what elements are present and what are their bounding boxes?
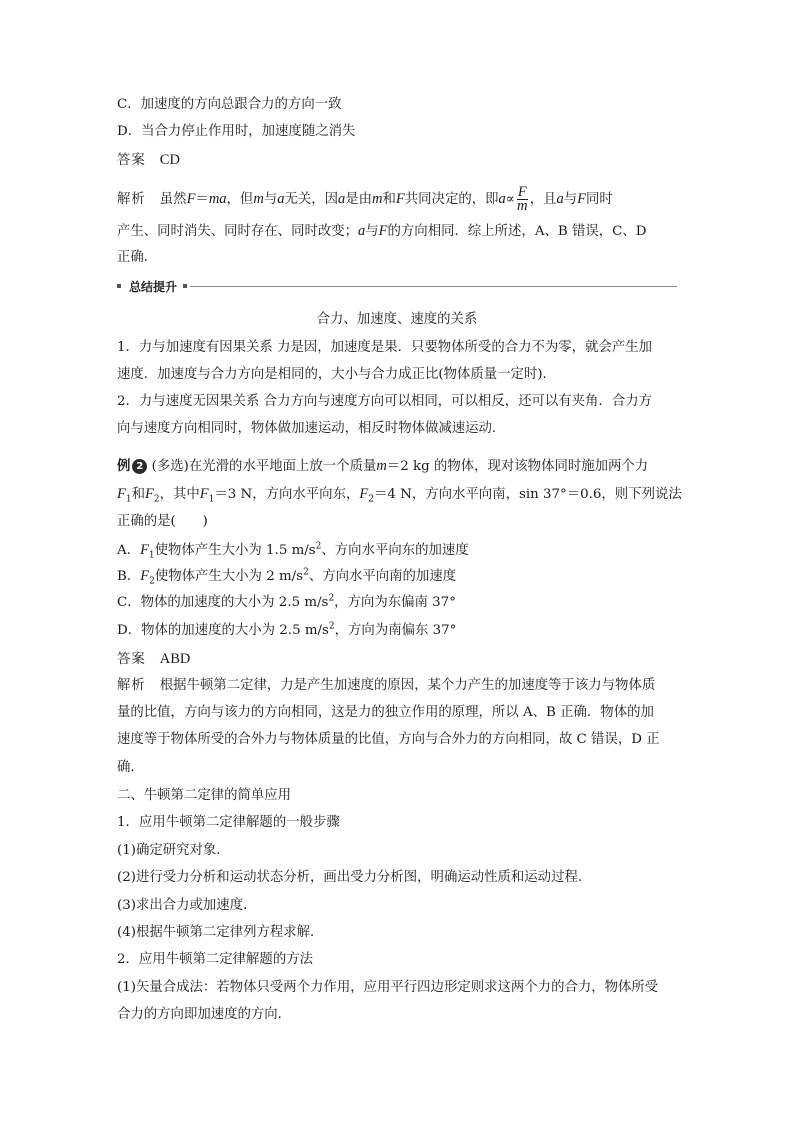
- summary-header: [117, 280, 677, 294]
- answer-value: CD: [159, 152, 180, 168]
- method-1-l1: (1)矢量合成法：若物体只受两个力作用，应用平行四边形定则求这两个力的合力，物体所受: [117, 980, 659, 995]
- methods-title: 2．应用牛顿第二定律解题的方法: [117, 952, 313, 967]
- answer-value: ABD: [159, 651, 191, 667]
- example-line-1: 例 2 (多选)在光滑的水平地面上放一个质量m＝2 kg 的物体，现对该物体同时施加两个力: [117, 458, 649, 474]
- summary-p1-l2: 速度．加速度与合力方向是相同的，大小与合力成正比(物体质量一定时)．: [117, 367, 556, 382]
- answer-label: 答案: [117, 652, 146, 667]
- step-1: (1)确定研究对象．: [117, 843, 230, 858]
- steps-title: 1．应用牛顿第二定律解题的一般步骤: [117, 815, 340, 830]
- analysis-line-3: 正确．: [117, 250, 158, 265]
- analysis-label: 解析: [117, 192, 146, 207]
- analysis2-line-4: 确．: [117, 760, 144, 775]
- analysis2-line-1: 解析 根据牛顿第二定律，力是产生加速度的原因，某个力产生的加速度等于该力与物体质: [117, 678, 656, 693]
- step-2: (2)进行受力分析和运动状态分析，画出受力分析图，明确运动性质和运动过程．: [117, 870, 592, 885]
- option-d2-line: D．物体的加速度的大小为 2.5 $m/s^2$，方向为南偏东 37°: [117, 621, 457, 638]
- summary-p2-l2: 向与速度方向相同时，物体做加速运动，相反时物体做减速运动．: [117, 421, 506, 436]
- option-d-line: D．当合力停止作用时，加速度随之消失: [117, 124, 356, 139]
- answer-line: [117, 151, 677, 170]
- step-3: (3)求出合力或加速度．: [117, 898, 257, 913]
- answer-label: 答案: [117, 153, 146, 168]
- option-c2-line: C．物体的加速度的大小为 2.5 $m/s^2$，方向为东偏南 37°: [117, 593, 456, 610]
- option-c-line: C．加速度的方向总跟合力的方向一致: [117, 97, 342, 112]
- summary-heading: 合力、加速度、速度的关系: [316, 312, 478, 327]
- section-title: 二、牛顿第二定律的简单应用: [117, 788, 292, 803]
- summary-divider: [190, 286, 677, 287]
- analysis2-line-2: 量的比值，方向与该力的方向相同，这是力的独立作用的原理，所以 A、B 正确．物体的加: [117, 705, 654, 720]
- summary-title: 总结提升: [129, 280, 178, 294]
- example-number-badge: 2: [132, 459, 147, 474]
- summary-p1-l1: 1．力与加速度有因果关系 力是因，加速度是果．只要物体所受的合力不为零，就会产生加: [117, 340, 653, 355]
- analysis-label: 解析: [117, 678, 146, 693]
- bullet-square-icon: [183, 284, 187, 288]
- bullet-square-icon: [117, 284, 121, 288]
- analysis-line-2: 产生、同时消失、同时存在、同时改变；a与F的方向相同．综上所述，A、B 错误，C、D: [117, 223, 647, 239]
- option-a-line: A．$F_1$使物体产生大小为 1.5 $m/s^2$、方向水平向东的加速度: [117, 541, 469, 561]
- example-label: 例: [117, 459, 131, 474]
- step-4: (4)根据牛顿第二定律列方程求解．: [117, 925, 324, 940]
- analysis-line-1: 解析 虽然F＝ma，但m与a无关，因a是由m和F共同决定的，即a∝ $\frac{F}{m}$ ，且a与F同时: [117, 184, 613, 214]
- answer2-line: [117, 650, 677, 669]
- summary-p2-l1: 2．力与速度无因果关系 合力方向与速度方向可以相同，可以相反，还可以有夹角．合力方: [117, 394, 653, 409]
- analysis2-line-3: 速度等于物体所受的合外力与物体质量的比值，方向与合外力的方向相同，故 C 错误，D 正: [117, 732, 660, 747]
- example-line-2: $F_1$和$F_2$，其中$F_1=3$ N，方向水平向东，$F_2=4$ N，方向水平向南，sin 37°＝0.6，则下列说法: [117, 486, 682, 505]
- fraction-f-over-m: $\frac{F}{m}$: [517, 184, 528, 214]
- option-b-line: B．$F_2$使物体产生大小为 2 $m/s^2$、方向水平向南的加速度: [117, 567, 457, 587]
- method-1-l2: 合力的方向即加速度的方向．: [117, 1007, 292, 1022]
- example-line-3: 正确的是( ): [117, 514, 208, 529]
